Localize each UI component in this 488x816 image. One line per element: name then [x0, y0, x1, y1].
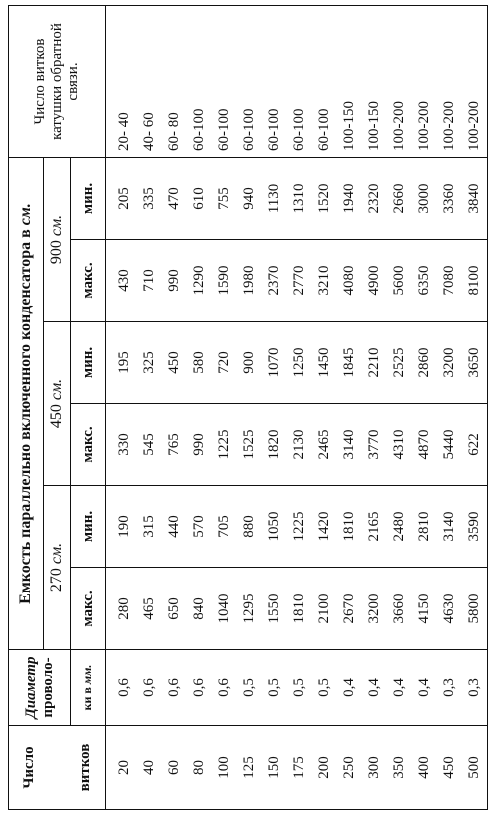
feedback-cell: 60- 80 [162, 6, 187, 158]
diameter-cell: 0,5 [287, 650, 312, 726]
c270-min-cell: 2165 [362, 486, 387, 568]
turns-cell: 20 [106, 726, 138, 810]
c900-max-cell: 1980 [237, 240, 262, 322]
c900-max-cell: 4080 [337, 240, 362, 322]
turns-cell: 500 [462, 726, 488, 810]
diameter-cell: 0,6 [212, 650, 237, 726]
c900-max-cell: 1590 [212, 240, 237, 322]
c270-max-cell: 4630 [437, 568, 462, 650]
table-row [106, 6, 138, 810]
c270-max-cell: 4150 [412, 568, 437, 650]
turns-header [9, 726, 106, 810]
feedback-cell: 100-150 [337, 6, 362, 158]
c270-max-cell: 3660 [387, 568, 412, 650]
group-270-header [44, 486, 71, 650]
feedback-cell: 40- 60 [137, 6, 162, 158]
diameter-cell: 0,4 [362, 650, 387, 726]
c450-max-cell: 3140 [337, 404, 362, 486]
c900-min-cell: 1130 [262, 158, 287, 240]
group-900-unit: см. [48, 214, 66, 237]
c270-min-cell: 440 [162, 486, 187, 568]
turns-cell: 400 [412, 726, 437, 810]
feedback-cell: 60-100 [212, 6, 237, 158]
c450-max-cell: 1820 [262, 404, 287, 486]
c450-max-cell: 545 [137, 404, 162, 486]
c900-max-cell: 1290 [187, 240, 212, 322]
table-body [106, 6, 488, 810]
c900-max-cell: 2770 [287, 240, 312, 322]
c270-max-cell: 1810 [287, 568, 312, 650]
table-row [212, 6, 237, 810]
c450-max-cell: 4310 [387, 404, 412, 486]
c270-max-cell: 2100 [312, 568, 337, 650]
c270-min-cell: 190 [106, 486, 138, 568]
feedback-cell: 20- 40 [106, 6, 138, 158]
turns-cell: 250 [337, 726, 362, 810]
wire-diameter-header [9, 650, 71, 726]
c900-max-header: макс. [71, 240, 106, 322]
group-450-unit: см. [48, 378, 66, 401]
c900-min-cell: 1940 [337, 158, 362, 240]
wire-diameter-line1: Диаметр [23, 656, 39, 719]
c270-max-cell: 465 [137, 568, 162, 650]
c450-min-cell: 580 [187, 322, 212, 404]
table-row [187, 6, 212, 810]
c900-min-cell: 2660 [387, 158, 412, 240]
c270-min-cell: 1420 [312, 486, 337, 568]
c270-min-cell: 570 [187, 486, 212, 568]
c270-min-header: мин. [71, 486, 106, 568]
c900-max-cell: 5600 [387, 240, 412, 322]
feedback-cell: 60-100 [187, 6, 212, 158]
diameter-cell: 0,5 [262, 650, 287, 726]
c270-max-cell: 1040 [212, 568, 237, 650]
diameter-cell: 0,6 [162, 650, 187, 726]
table-row [387, 6, 412, 810]
feedback-cell: 60-100 [312, 6, 337, 158]
c900-min-cell: 1520 [312, 158, 337, 240]
c450-min-cell: 1845 [337, 322, 362, 404]
c450-max-cell: 330 [106, 404, 138, 486]
c450-max-cell: 1525 [237, 404, 262, 486]
c270-min-cell: 2810 [412, 486, 437, 568]
c900-min-cell: 205 [106, 158, 138, 240]
feedback-cell: 100-200 [437, 6, 462, 158]
c900-max-cell: 990 [162, 240, 187, 322]
capacity-header [9, 158, 44, 650]
c270-max-cell: 1550 [262, 568, 287, 650]
capacity-unit: см. [17, 203, 35, 226]
c900-min-cell: 2320 [362, 158, 387, 240]
turns-header-bottom: витков [77, 743, 93, 792]
diameter-cell: 0,5 [312, 650, 337, 726]
table-row [437, 6, 462, 810]
c450-min-cell: 3200 [437, 322, 462, 404]
c450-min-cell: 3650 [462, 322, 488, 404]
group-450-value: 450 [48, 404, 66, 429]
c270-max-cell: 280 [106, 568, 138, 650]
turns-cell: 150 [262, 726, 287, 810]
c270-min-cell: 705 [212, 486, 237, 568]
c900-max-cell: 3210 [312, 240, 337, 322]
c450-max-cell: 2465 [312, 404, 337, 486]
c900-max-cell: 430 [106, 240, 138, 322]
c900-max-cell: 4900 [362, 240, 387, 322]
capacitor-turns-table [8, 5, 488, 810]
c450-min-cell: 900 [237, 322, 262, 404]
turns-cell: 40 [137, 726, 162, 810]
c900-max-cell: 710 [137, 240, 162, 322]
wire-diameter-line2: проволо- [39, 657, 56, 718]
turns-cell: 200 [312, 726, 337, 810]
c450-max-cell: 4870 [412, 404, 437, 486]
c270-min-cell: 1050 [262, 486, 287, 568]
c900-min-cell: 470 [162, 158, 187, 240]
feedback-cell: 100-200 [387, 6, 412, 158]
feedback-cell: 100-150 [362, 6, 387, 158]
c450-min-cell: 2860 [412, 322, 437, 404]
wire-diameter-line3: ки в [80, 687, 95, 711]
c450-min-cell: 1070 [262, 322, 287, 404]
turns-header-top: Число [20, 746, 37, 789]
c450-min-cell: 2525 [387, 322, 412, 404]
diameter-cell: 0,6 [187, 650, 212, 726]
diameter-cell: 0,4 [387, 650, 412, 726]
table-row [237, 6, 262, 810]
table-row [337, 6, 362, 810]
c900-min-cell: 755 [212, 158, 237, 240]
wire-diameter-unit: мм. [80, 664, 95, 685]
c450-max-cell: 3770 [362, 404, 387, 486]
group-270-value: 270 [48, 568, 66, 593]
diameter-cell: 0,3 [462, 650, 488, 726]
c270-max-cell: 1295 [237, 568, 262, 650]
group-270-unit: см. [48, 542, 66, 565]
c450-min-cell: 450 [162, 322, 187, 404]
c450-min-cell: 720 [212, 322, 237, 404]
table-row [287, 6, 312, 810]
turns-cell: 80 [187, 726, 212, 810]
feedback-cell: 100-200 [462, 6, 488, 158]
c270-max-cell: 2670 [337, 568, 362, 650]
c450-max-cell: 5440 [437, 404, 462, 486]
c270-min-cell: 1225 [287, 486, 312, 568]
diameter-cell: 0,6 [137, 650, 162, 726]
c270-max-cell: 840 [187, 568, 212, 650]
feedback-line2: катушки обратной [48, 23, 65, 140]
group-900-header [44, 158, 71, 322]
c450-min-cell: 325 [137, 322, 162, 404]
feedback-cell: 100-200 [412, 6, 437, 158]
group-900-value: 900 [48, 240, 66, 265]
diameter-cell: 0,3 [437, 650, 462, 726]
c900-min-header: мин. [71, 158, 106, 240]
c450-min-cell: 1250 [287, 322, 312, 404]
c270-max-cell: 5800 [462, 568, 488, 650]
table-row [137, 6, 162, 810]
diameter-cell: 0,4 [337, 650, 362, 726]
c450-max-cell: 1225 [212, 404, 237, 486]
diameter-cell: 0,4 [412, 650, 437, 726]
diameter-cell: 0,5 [237, 650, 262, 726]
table-row [262, 6, 287, 810]
feedback-cell: 60-100 [262, 6, 287, 158]
c900-max-cell: 6350 [412, 240, 437, 322]
c450-min-cell: 195 [106, 322, 138, 404]
c450-max-header: макс. [71, 404, 106, 486]
c450-min-cell: 2210 [362, 322, 387, 404]
turns-cell: 350 [387, 726, 412, 810]
table-header [9, 6, 106, 810]
table-row [312, 6, 337, 810]
c450-max-cell: 765 [162, 404, 187, 486]
feedback-line3: связи. [65, 62, 82, 101]
c270-min-cell: 3140 [437, 486, 462, 568]
c900-min-cell: 3360 [437, 158, 462, 240]
table-row [462, 6, 488, 810]
feedback-line1: Число витков [32, 38, 49, 125]
feedback-cell: 60-100 [237, 6, 262, 158]
turns-cell: 125 [237, 726, 262, 810]
c900-max-cell: 8100 [462, 240, 488, 322]
c450-max-cell: 622 [462, 404, 488, 486]
c900-min-cell: 3840 [462, 158, 488, 240]
c270-min-cell: 880 [237, 486, 262, 568]
c900-min-cell: 3000 [412, 158, 437, 240]
feedback-cell: 60-100 [287, 6, 312, 158]
table-row [162, 6, 187, 810]
turns-cell: 175 [287, 726, 312, 810]
turns-cell: 60 [162, 726, 187, 810]
c270-min-cell: 1810 [337, 486, 362, 568]
c450-min-header: мин. [71, 322, 106, 404]
c900-min-cell: 335 [137, 158, 162, 240]
c450-max-cell: 990 [187, 404, 212, 486]
group-450-header [44, 322, 71, 486]
c270-min-cell: 2480 [387, 486, 412, 568]
c900-min-cell: 940 [237, 158, 262, 240]
c450-max-cell: 2130 [287, 404, 312, 486]
capacity-title: Емкость параллельно включенного конденсатора в [17, 229, 35, 604]
c900-max-cell: 7080 [437, 240, 462, 322]
c900-min-cell: 610 [187, 158, 212, 240]
c900-min-cell: 1310 [287, 158, 312, 240]
table-row [362, 6, 387, 810]
turns-cell: 100 [212, 726, 237, 810]
c270-max-cell: 3200 [362, 568, 387, 650]
c270-min-cell: 3590 [462, 486, 488, 568]
table-row [412, 6, 437, 810]
diameter-cell: 0,6 [106, 650, 138, 726]
c450-min-cell: 1450 [312, 322, 337, 404]
turns-cell: 300 [362, 726, 387, 810]
wire-diameter-unit-cell [71, 650, 106, 726]
c900-max-cell: 2370 [262, 240, 287, 322]
turns-cell: 450 [437, 726, 462, 810]
c270-max-header: макс. [71, 568, 106, 650]
c270-max-cell: 650 [162, 568, 187, 650]
c270-min-cell: 315 [137, 486, 162, 568]
feedback-header [9, 6, 106, 158]
